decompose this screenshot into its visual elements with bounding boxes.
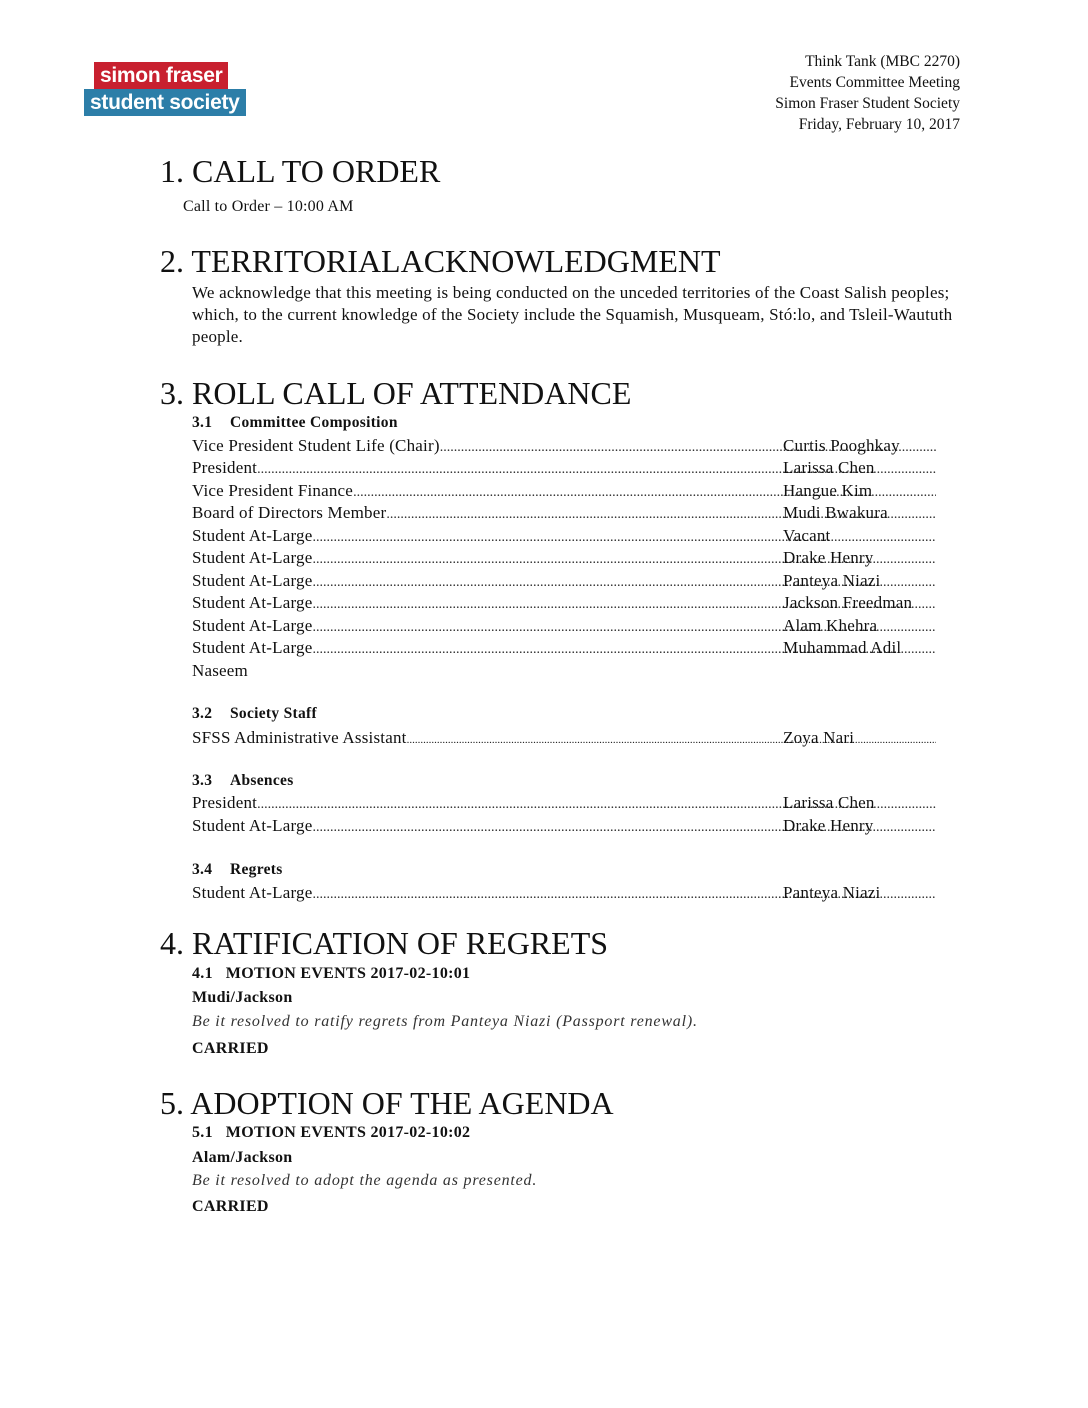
member-name: Mudi Bwakura [783, 503, 888, 522]
sfss-logo [84, 62, 246, 116]
section-1-title: 1. CALL TO ORDER [160, 153, 441, 189]
role-label: Vice President Student Life (Chair) [192, 436, 440, 455]
role-label: Student At-Large [192, 593, 313, 612]
header-meeting: Events Committee Meeting [789, 74, 960, 91]
motion-resolution: Be it resolved to ratify regrets from Panteya Niazi (Passport renewal). [192, 1013, 698, 1030]
logo-line-1: simon fraser [94, 62, 228, 89]
logo-line-2: student society [84, 89, 246, 116]
regret-row [192, 882, 936, 905]
roll-row [192, 502, 936, 525]
subsection-label: Absences [230, 772, 294, 789]
motion-result: CARRIED [192, 1040, 269, 1057]
role-label: Student At-Large [192, 616, 313, 635]
staff-row [192, 727, 936, 750]
subsection-heading [192, 705, 317, 723]
motion-resolution: Be it resolved to adopt the agenda as presented. [192, 1172, 538, 1189]
subsection-number: 3.3 [192, 772, 213, 789]
roll-row [192, 435, 936, 458]
role-label: Student At-Large [192, 638, 313, 657]
subsection-number: 3.2 [192, 705, 213, 722]
roll-row [192, 615, 936, 638]
subsection-label: Regrets [230, 861, 283, 878]
section-4-title: 4. RATIFICATION OF REGRETS [160, 925, 609, 961]
roll-row [192, 637, 936, 660]
member-name: Curtis Pooghkay [783, 436, 900, 455]
role-label: President [192, 458, 258, 477]
motion-result: CARRIED [192, 1198, 269, 1215]
member-name: Jackson Freedman [783, 593, 913, 612]
subsection-heading [192, 861, 283, 879]
role-label: Student At-Large [192, 816, 313, 835]
member-name: Panteya Niazi [783, 571, 881, 590]
member-name: Panteya Niazi [783, 883, 881, 902]
section-3-title: 3. ROLL CALL OF ATTENDANCE [160, 375, 632, 411]
member-name: Vacant [783, 526, 831, 545]
roll-row [192, 570, 936, 593]
subsection-number: 3.1 [192, 414, 213, 431]
member-name: Muhammad Adil [783, 638, 902, 657]
dot-leader [407, 729, 936, 752]
member-name: Drake Henry [783, 548, 874, 567]
roll-row [192, 457, 936, 480]
role-label: Student At-Large [192, 548, 313, 567]
roll-row [192, 525, 936, 548]
role-label: Vice President Finance [192, 481, 354, 500]
role-label: President [192, 793, 258, 812]
meeting-header [775, 51, 960, 135]
header-location: Think Tank (MBC 2270) [805, 53, 960, 70]
header-organization: Simon Fraser Student Society [775, 95, 960, 112]
subsection-heading [192, 772, 294, 790]
member-name: Alam Khehra [783, 616, 878, 635]
role-label: Student At-Large [192, 526, 313, 545]
subsection-label: Committee Composition [230, 414, 398, 431]
member-name-continuation: Naseem [192, 661, 248, 680]
role-label: SFSS Administrative Assistant [192, 728, 407, 747]
section-2-title: 2. TERRITORIALACKNOWLEDGMENT [160, 243, 721, 279]
section-5-title: 5. ADOPTION OF THE AGENDA [160, 1085, 614, 1121]
staff-name: Zoya Nari [783, 728, 855, 747]
absence-row [192, 815, 936, 838]
subsection-number: 3.4 [192, 861, 213, 878]
motion-number: 4.1 MOTION EVENTS 2017-02-10:01 [192, 965, 471, 982]
member-name: Larissa Chen [783, 458, 875, 477]
call-to-order-text: Call to Order – 10:00 AM [183, 198, 354, 215]
subsection-label: Society Staff [230, 705, 317, 722]
motion-movers: Mudi/Jackson [192, 989, 293, 1006]
subsection-heading [192, 414, 398, 432]
roll-row [192, 480, 936, 503]
role-label: Student At-Large [192, 883, 313, 902]
roll-row [192, 547, 936, 570]
header-date: Friday, February 10, 2017 [798, 116, 960, 133]
member-name: Larissa Chen [783, 793, 875, 812]
territorial-acknowledgment-text: We acknowledge that this meeting is being conducted on the unceded territories of the Coast Salish peoples; which, to the current knowledge of the Society include the Squamish, Musqueam, Stó:lo, and Tsleil-Waututh people. [192, 283, 953, 346]
role-label: Student At-Large [192, 571, 313, 590]
member-name: Drake Henry [783, 816, 874, 835]
absence-row [192, 792, 936, 815]
motion-movers: Alam/Jackson [192, 1149, 293, 1166]
role-label: Board of Directors Member [192, 503, 387, 522]
member-name: Hangue Kim [783, 481, 873, 500]
roll-row [192, 592, 936, 615]
motion-number: 5.1 MOTION EVENTS 2017-02-10:02 [192, 1124, 471, 1141]
